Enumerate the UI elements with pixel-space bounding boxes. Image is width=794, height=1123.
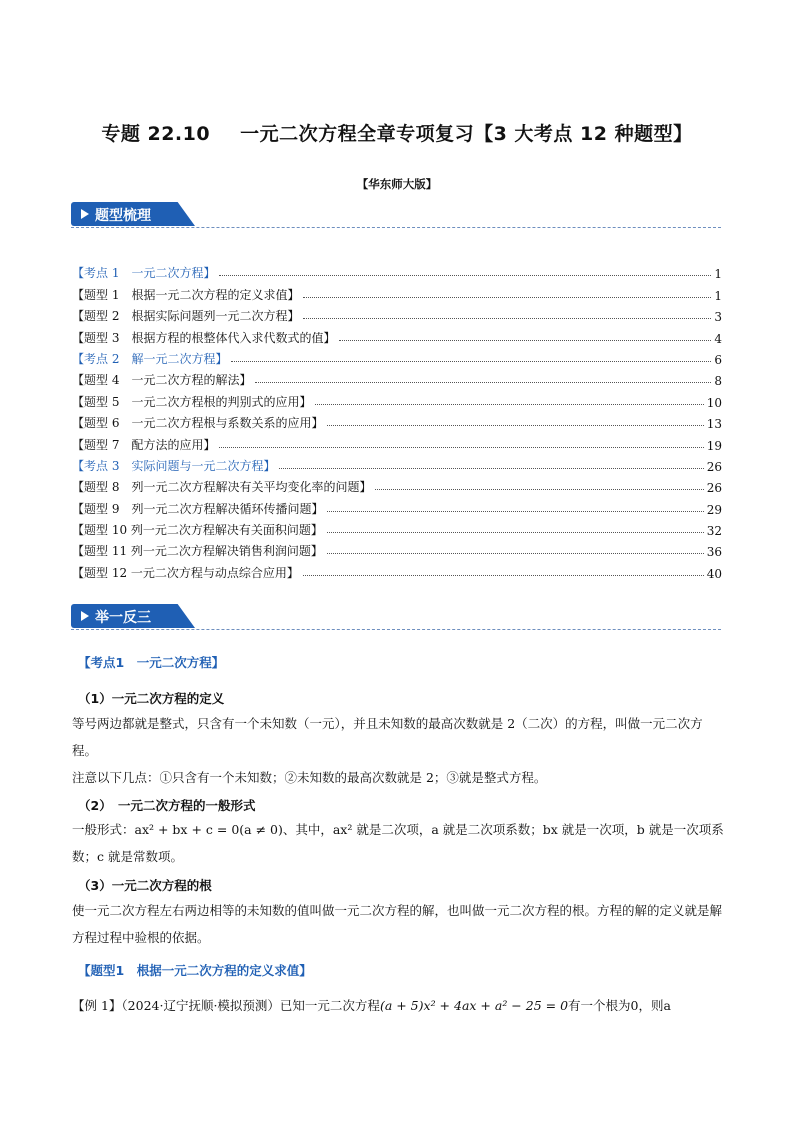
toc-page-number: 6 — [714, 352, 722, 367]
document-title — [0, 119, 794, 146]
note-text: 注意以下几点：①只含有一个未知数；②未知数的最高次数就是 2；③就是整式方程。 — [72, 770, 547, 785]
toc-row[interactable] — [72, 495, 722, 516]
toc-leader-dots — [303, 318, 711, 319]
toc-row[interactable] — [72, 367, 722, 388]
toc-leader-dots — [219, 275, 711, 276]
toc-page-number: 3 — [714, 310, 722, 325]
general-form-text: 一般形式：ax² + bx + c = 0(a ≠ 0)、其中，ax² 就是二次项，a 就是二次项系数；bx 就是一次项，b 就是一次项系数；c 就是常数项。 — [72, 822, 724, 864]
toc-page-number: 13 — [706, 417, 722, 432]
toc-leader-dots — [327, 511, 703, 512]
toc-row[interactable] — [72, 281, 722, 302]
toc-row[interactable] — [72, 474, 722, 495]
general-form-heading: （2） 一元二次方程的一般形式 — [78, 798, 256, 813]
toc-page-number: 29 — [706, 502, 722, 517]
toc-page-number: 1 — [714, 267, 722, 282]
toc-leader-dots — [375, 489, 703, 490]
toc-entry-text: 【题型 2 根据实际问题列一元二次方程】 — [72, 309, 300, 324]
kaodian-heading: 【考点1 一元二次方程】 — [78, 655, 225, 670]
edition-label: 【华东师大版】 — [356, 177, 438, 191]
toc-entry-text: 【考点 3 实际问题与一元二次方程】 — [72, 458, 276, 473]
toc-leader-dots — [219, 447, 703, 448]
toc-page-number: 32 — [706, 524, 722, 539]
toc-entry-text: 【题型 6 一元二次方程根与系数关系的应用】 — [72, 416, 324, 431]
toc-page-number: 8 — [714, 374, 722, 389]
toc-row[interactable] — [72, 303, 722, 324]
toc-row[interactable] — [72, 559, 722, 580]
toc-entry-text: 【题型 10 列一元二次方程解决有关面积问题】 — [72, 523, 323, 538]
toc-page-number: 4 — [714, 331, 722, 346]
toc-entry-text: 【考点 2 解一元二次方程】 — [72, 351, 228, 366]
example-equation: (a + 5)x² + 4ax + a² − 25 = 0 — [379, 998, 569, 1013]
toc-leader-dots — [303, 575, 704, 576]
toc-page-number: 40 — [706, 566, 722, 581]
root-text: 使一元二次方程左右两边相等的未知数的值叫做一元二次方程的解，也叫做一元二次方程的根。方程的解的定义就是解方程过程中验根的依据。 — [72, 903, 723, 945]
toc-entry-text: 【题型 1 根据一元二次方程的定义求值】 — [72, 287, 300, 302]
toc-entry-text: 【题型 12 一元二次方程与动点综合应用】 — [72, 565, 299, 580]
toc-row[interactable] — [72, 260, 722, 281]
toc-entry-text: 【题型 5 一元二次方程根的判别式的应用】 — [72, 394, 312, 409]
root-heading: （3）一元二次方程的根 — [78, 878, 212, 893]
toc-leader-dots — [327, 553, 704, 554]
toc-entry-text: 【考点 1 一元二次方程】 — [72, 266, 216, 281]
toc-leader-dots — [315, 404, 703, 405]
toc-page-number: 36 — [706, 545, 722, 560]
play-arrow-icon — [81, 209, 89, 219]
toc-row[interactable] — [72, 517, 722, 538]
title-prefix: 专题 22.10 — [101, 123, 211, 145]
toc-leader-dots — [255, 382, 711, 383]
toc-leader-dots — [339, 340, 711, 341]
title-main: 一元二次方程全章专项复习【3 大考点 12 种题型】 — [240, 123, 693, 145]
example-prefix: 【例 1】（2024·辽宁抚顺·模拟预测）已知一元二次方程 — [72, 998, 380, 1013]
toc-page-number: 26 — [706, 459, 722, 474]
toc-page-number: 19 — [706, 438, 722, 453]
section-label: 题型梳理 — [95, 208, 151, 224]
toc-row[interactable] — [72, 538, 722, 559]
toc-page-number: 26 — [706, 481, 722, 496]
toc-leader-dots — [279, 468, 703, 469]
dashed-divider — [71, 227, 721, 228]
section-header-overview — [71, 202, 721, 226]
toc-leader-dots — [303, 297, 711, 298]
toc-entry-text: 【题型 7 配方法的应用】 — [72, 437, 216, 452]
tixing-heading: 【题型1 根据一元二次方程的定义求值】 — [78, 963, 312, 978]
definition-heading: （1）一元二次方程的定义 — [78, 691, 225, 706]
toc-row[interactable] — [72, 388, 722, 409]
play-arrow-icon — [81, 611, 89, 621]
table-of-contents — [72, 260, 722, 581]
toc-entry-text: 【题型 3 根据方程的根整体代入求代数式的值】 — [72, 330, 336, 345]
toc-entry-text: 【题型 8 列一元二次方程解决有关平均变化率的问题】 — [72, 480, 372, 495]
dashed-divider — [71, 629, 721, 630]
toc-page-number: 1 — [714, 288, 722, 303]
toc-entry-text: 【题型 11 列一元二次方程解决销售利润问题】 — [72, 544, 323, 559]
definition-text: 等号两边都就是整式，只含有一个未知数（一元），并且未知数的最高次数就是 2（二次）的方程，叫做一元二次方程。 — [72, 716, 703, 758]
toc-page-number: 10 — [706, 395, 722, 410]
toc-row[interactable] — [72, 431, 722, 452]
toc-row[interactable] — [72, 410, 722, 431]
section-label: 举一反三 — [95, 610, 151, 626]
toc-row[interactable] — [72, 346, 722, 367]
toc-leader-dots — [231, 361, 711, 362]
example-1 — [72, 992, 724, 1019]
toc-row[interactable] — [72, 453, 722, 474]
example-suffix: 有一个根为0，则a — [568, 998, 671, 1013]
toc-entry-text: 【题型 4 一元二次方程的解法】 — [72, 373, 252, 388]
toc-entry-text: 【题型 9 列一元二次方程解决循环传播问题】 — [72, 501, 324, 516]
toc-row[interactable] — [72, 324, 722, 345]
section-header-examples — [71, 604, 721, 628]
toc-leader-dots — [327, 425, 703, 426]
toc-leader-dots — [327, 532, 704, 533]
